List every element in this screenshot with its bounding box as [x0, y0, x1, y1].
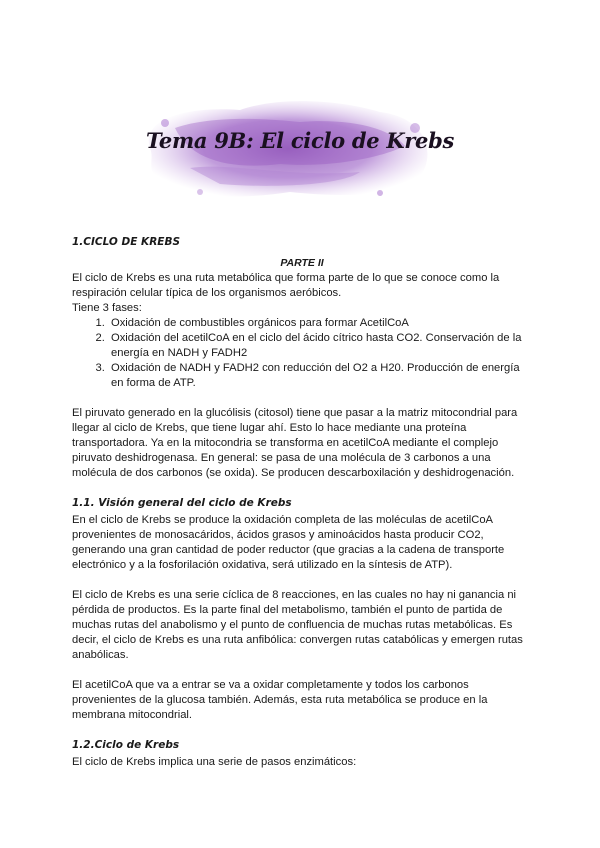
list-item: 2. Oxidación del acetilCoA en el ciclo del ácido cítrico hasta CO2. Conservación de la energía en NADH y FADH2 — [108, 331, 532, 361]
paragraph: En el ciclo de Krebs se produce la oxidación completa de las moléculas de acetilCoA provenientes de monosacáridos, ácidos grasos y aminoácidos hasta producir CO2, generando una gran cantidad de poder reductor (que gracias a la cadena de transporte electrónico y a la fosforilación oxidativa, será utilizado en la síntesis de ATP). — [72, 514, 505, 571]
section-heading: 1.CICLO DE KREBS — [72, 236, 181, 248]
paragraph: El ciclo de Krebs implica una serie de pasos enzimáticos: — [72, 756, 357, 768]
phases-list — [72, 316, 532, 391]
paragraph: El piruvato generado en la glucólisis (citosol) tiene que pasar a la matriz mitocondrial para llegar al ciclo de Krebs, que tiene lugar ahí. Esto lo hace mediante una proteína transportadora. Ya en la mitocondria se transforma en acetilCoA mediante el complejo piruvato deshidrogenasa. En general: se pasa de una molécula de 3 carbonos a una molécula de dos carbonos (se oxida). Se producen descarboxilación y deshidrogenación. — [72, 407, 518, 479]
page-title: Tema 9B: El ciclo de Krebs — [145, 128, 455, 153]
phases-lead: Tiene 3 fases: — [72, 302, 142, 314]
paragraph: El acetilCoA que va a entrar se va a oxidar completamente y todos los carbonos provenientes de la glucosa también. Además, esta ruta metabólica se produce en la membrana mitocondrial. — [72, 679, 488, 721]
list-item: 3. Oxidación de NADH y FADH2 con reducción del O2 a H20. Producción de energía en forma de ATP. — [108, 361, 532, 391]
list-item: 1. Oxidación de combustibles orgánicos para formar AcetilCoA — [108, 316, 532, 331]
part-label: PARTE II — [280, 257, 324, 269]
paragraph: El ciclo de Krebs es una ruta metabólica que forma parte de lo que se conoce como la respiración celular típica de los organismos aeróbicos. — [72, 272, 500, 299]
subsection-heading: 1.1. Visión general del ciclo de Krebs — [72, 497, 292, 509]
subsection-heading: 1.2.Ciclo de Krebs — [72, 739, 180, 751]
document-body — [72, 235, 532, 770]
paragraph: El ciclo de Krebs es una serie cíclica de 8 reacciones, en las cuales no hay ni ganancia ni pérdida de productos. Es la parte final del metabolismo, también el punto de partida de muchas rutas del anabolismo y el punto de confluencia de muchas rutas metabólicas. Es decir, el ciclo de Krebs es una ruta anfibólica: convergen rutas catabólicas y emergen rutas anabólicas. — [72, 589, 523, 661]
